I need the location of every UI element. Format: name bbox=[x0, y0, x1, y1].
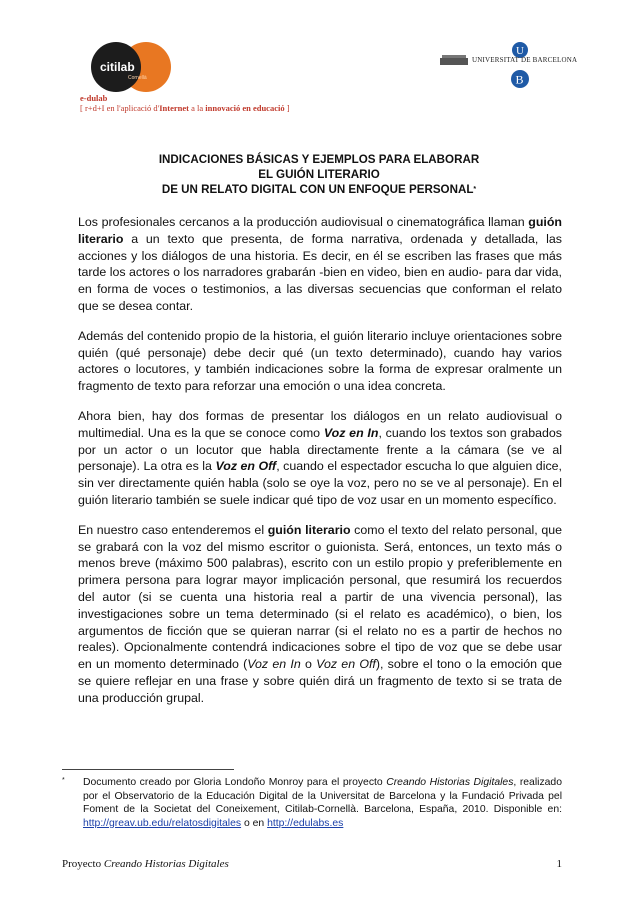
ub-letter: B bbox=[515, 72, 524, 87]
paragraph-1: Los profesionales cercanos a la producción audiovisual o cinematográfica llaman guión literario a un texto que presenta, de forma narrativa, ordenada y detallada, las acciones y los diálogos de una historia. Es decir, en él se escriben las frases que más tarde los actores o los narradores grabarán -bien en video, bien en audio- para dar vida, en forma de voces o testimonios, a las diversas secuencias que conforman el relato que se desea contar. bbox=[78, 215, 562, 313]
edulab-caption bbox=[80, 93, 290, 113]
document-body bbox=[78, 214, 562, 720]
footnote-divider bbox=[62, 769, 234, 770]
footnote-link-edulabs[interactable]: http://edulabs.es bbox=[267, 817, 344, 829]
paragraph-3: Ahora bien, hay dos formas de presentar los diálogos en un relato audiovisual o multimedial. Una es la que se conoce como Voz en In, cuando los textos son grabados por un actor o un locutor que habla directamente frente a la cámara (se ve al personaje). La otra es la Voz en Off, cuando el espectador escucha lo que alguien dice, sin ver directamente quién habla (solo se oye la voz, pero no se ve al personaje). En el guión literario también se suele indicar qué tipo de voz usar en un momento específico. bbox=[78, 408, 562, 507]
footnote: * Documento creado por Gloria Londoño Monroy para el proyecto Creando Historias Digitales, realizado por el Observatorio de la Educación Digital de la Universitat de Barcelona y la Fundació Privada pel Foment de la Societat del Coneixement, Citilab-Cornellà. Barcelona, España, 2010. Disponible en: http://greav.ub.edu/relatosdigitales o en http://edulabs.es bbox=[62, 776, 562, 830]
ub-building-icon bbox=[440, 58, 468, 65]
title-line-2: EL GUIÓN LITERARIO bbox=[258, 168, 380, 181]
footer-project: Proyecto Creando Historias Digitales bbox=[62, 858, 229, 870]
document-title bbox=[70, 152, 568, 197]
ub-name: UNIVERSITAT DE BARCELONA bbox=[472, 56, 578, 64]
edulab-title: e-dulab bbox=[80, 93, 108, 103]
page-footer bbox=[62, 858, 562, 870]
citilab-logo-subtext: Cornellà bbox=[128, 75, 147, 81]
universitat-barcelona-logo bbox=[440, 42, 578, 94]
page-number: 1 bbox=[556, 858, 562, 870]
title-line-3: DE UN RELATO DIGITAL CON UN ENFOQUE PERSONAL* bbox=[161, 183, 477, 196]
title-footnote-mark: * bbox=[473, 186, 477, 193]
citilab-logo bbox=[78, 42, 184, 92]
paragraph-4: En nuestro caso entenderemos el guión literario como el texto del relato personal, que se grabará con la voz del mismo escritor o guionista. Será, entonces, un texto más o menos breve (máximo 500 palabras), escrito con un estilo propio y preferiblemente en primera persona para lograr mayor implicación personal, que resumirá los recuerdos del autor (si se cuenta una historia real a partir de una vivencia personal), las investigaciones sobre un tema determinado (si el relato es académico), o bien, los argumentos de ficción que se quieran narrar (si el relato no es a partir de hechos no reales). Opcionalmente contendrá indicaciones sobre el tipo de voz que se debe usar en un momento determinado (Voz en In o Voz en Off), sobre el tono o la emoción que se quiere reflejar en una frase y sobre quién dirá un fragmento de texto si se trata de una producción grupal. bbox=[78, 522, 562, 705]
paragraph-2: Además del contenido propio de la historia, el guión literario incluye orientaciones sobre quién (qué personaje) debe decir qué (un texto determinado), cuando hay varios actores o locutores, y también indicaciones sobre la forma de expresar oralmente un fragmento de texto para reforzar una emoción o una idea concreta. bbox=[78, 328, 562, 394]
title-line-1: INDICACIONES BÁSICAS Y EJEMPLOS PARA ELABORAR bbox=[158, 153, 480, 166]
citilab-logo-text: citilab bbox=[100, 60, 135, 74]
edulab-tagline: [ r+d+I en l'aplicació d'Internet a la innovació en educació ] bbox=[80, 103, 290, 113]
footnote-mark: * bbox=[62, 777, 65, 784]
svg-text:U: U bbox=[516, 45, 524, 57]
footnote-link-greav[interactable]: http://greav.ub.edu/relatosdigitales bbox=[83, 817, 242, 829]
